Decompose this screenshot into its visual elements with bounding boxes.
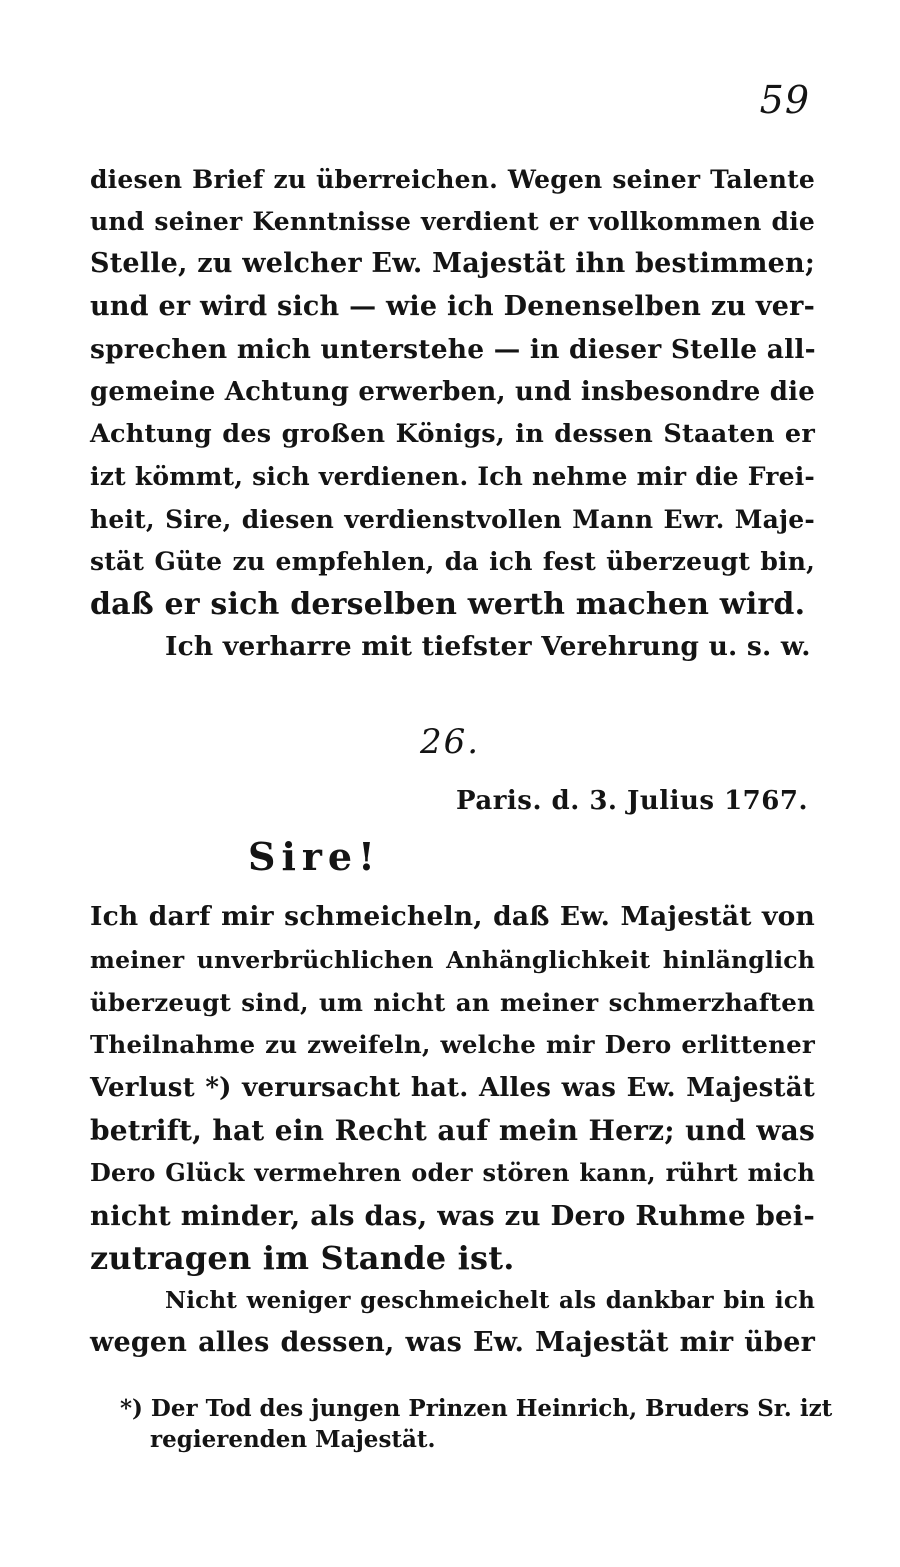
text-line: heit, Sire, diesen verdienstvollen Mann Ewr. Maje-	[90, 505, 815, 534]
dateline: Paris. d. 3. Julius 1767.	[456, 786, 808, 816]
text-line: Achtung des großen Königs, in dessen Staaten er	[90, 419, 815, 449]
salutation: Sire!	[248, 834, 381, 879]
text-line: Theilnahme zu zweifeln, welche mir Dero erlittener	[90, 1030, 815, 1059]
footnote: *) Der Tod des jungen Prinzen Heinrich, Bruders Sr. izt	[120, 1395, 833, 1422]
text-line: und seiner Kenntnisse verdient er vollkommen die	[90, 207, 815, 236]
text-line: stät Güte zu empfehlen, da ich fest überzeugt bin,	[90, 547, 815, 576]
text-line: nicht minder, als das, was zu Dero Ruhme bei-	[90, 1200, 815, 1232]
letter-number: 26.	[419, 722, 481, 762]
text-line: Stelle, zu welcher Ew. Majestät ihn bestimmen;	[90, 248, 815, 279]
text-line: zutragen im Stande ist.	[90, 1239, 515, 1277]
text-line: Nicht weniger geschmeichelt als dankbar bin ich	[165, 1287, 815, 1314]
text-line: daß er sich derselben werth machen wird.	[90, 587, 806, 622]
text-line: Ich darf mir schmeicheln, daß Ew. Majestät von	[90, 901, 815, 932]
text-line: gemeine Achtung erwerben, und insbesondre die	[90, 377, 815, 407]
text-line: sprechen mich unterstehe — in dieser Stelle all-	[90, 334, 816, 365]
page-number: 59	[759, 78, 810, 122]
text-line: diesen Brief zu überreichen. Wegen seiner Talente	[90, 165, 815, 194]
text-line: Dero Glück vermehren oder stören kann, rührt mich	[90, 1158, 815, 1187]
text-line: meiner unverbrüchlichen Anhänglichkeit hinlänglich	[90, 946, 815, 974]
text-line: überzeugt sind, um nicht an meiner schmerzhaften	[90, 988, 815, 1017]
letter-closing: Ich verharre mit tiefster Verehrung u. s. w.	[165, 631, 811, 662]
text-line: betrift, hat ein Recht auf mein Herz; und was	[90, 1114, 815, 1147]
text-line: Verlust *) verursacht hat. Alles was Ew. Majestät	[90, 1073, 815, 1103]
text-line: izt kömmt, sich verdienen. Ich nehme mir die Frei-	[90, 462, 815, 491]
text-line: und er wird sich — wie ich Denenselben zu ver-	[90, 291, 815, 322]
text-line: wegen alles dessen, was Ew. Majestät mir über	[90, 1327, 815, 1358]
footnote: regierenden Majestät.	[150, 1426, 436, 1453]
